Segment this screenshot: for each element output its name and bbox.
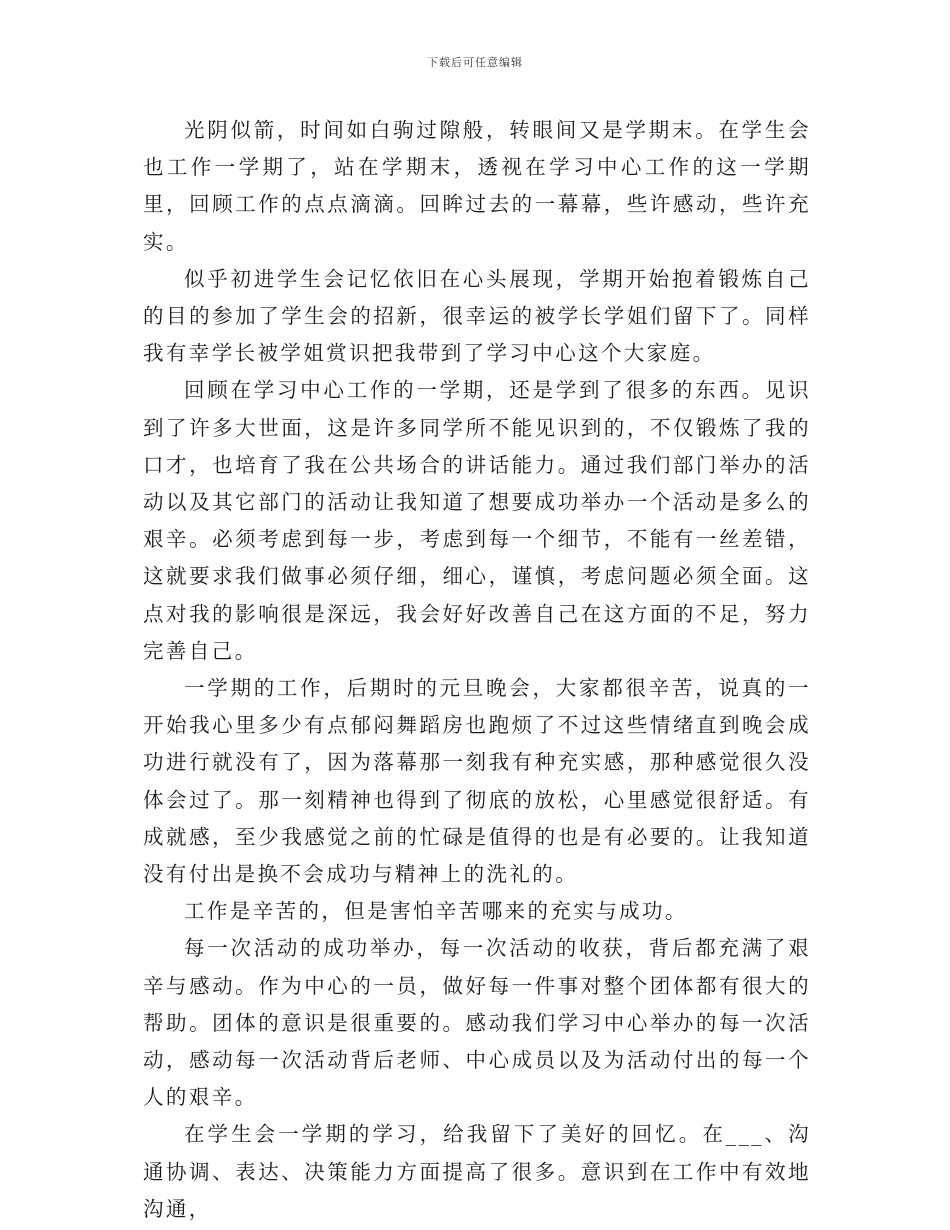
document-body (143, 112, 811, 1228)
paragraph-4: 一学期的工作，后期时的元旦晚会，大家都很辛苦，说真的一开始我心里多少有点郁闷舞蹈房也跑烦了不过这些情绪直到晚会成功进行就没有了，因为落幕那一刻我有种充实感，那种感觉很久没体会过了。那一刻精神也得到了彻底的放松，心里感觉很舒适。有成就感，至少我感觉之前的忙碌是值得的也是有必要的。让我知道没有付出是换不会成功与精神上的洗礼的。 (143, 676, 811, 887)
paragraph-6: 每一次活动的成功举办，每一次活动的收获，背后都充满了艰辛与感动。作为中心的一员，做好每一件事对整个团体都有很大的帮助。团体的意识是很重要的。感动我们学习中心举办的每一次活动，感动每一次活动背后老师、中心成员以及为活动付出的每一个人的艰辛。 (143, 936, 811, 1110)
paragraph-3: 回顾在学习中心工作的一学期，还是学到了很多的东西。见识到了许多大世面，这是许多同学所不能见识到的，不仅锻炼了我的口才，也培育了我在公共场合的讲话能力。通过我们部门举办的活动以及其它部门的活动让我知道了想要成功举办一个活动是多么的艰辛。必须考虑到每一步，考虑到每一个细节，不能有一丝差错，这就要求我们做事必须仔细，细心，谨慎，考虑问题必须全面。这点对我的影响很是深远，我会好好改善自己在这方面的不足，努力完善自己。 (143, 378, 811, 663)
paragraph-2: 似乎初进学生会记忆依旧在心头展现，学期开始抱着锻炼自己的目的参加了学生会的招新，很幸运的被学长学姐们留下了。同样我有幸学长被学姐赏识把我带到了学习中心这个大家庭。 (143, 266, 811, 366)
paragraph-7: 在学生会一学期的学习，给我留下了美好的回忆。在___、沟通协调、表达、决策能力方面提高了很多。意识到在工作中有效地沟通， (143, 1122, 811, 1221)
page-header: 下载后可任意编辑 (427, 56, 523, 69)
paragraph-5: 工作是辛苦的，但是害怕辛苦哪来的充实与成功。 (184, 899, 688, 924)
paragraph-1: 光阴似箭，时间如白驹过隙般，转眼间又是学期末。在学生会也工作一学期了，站在学期末，透视在学习中心工作的这一学期里，回顾工作的点点滴滴。回眸过去的一幕幕，些许感动，些许充实。 (143, 118, 811, 254)
